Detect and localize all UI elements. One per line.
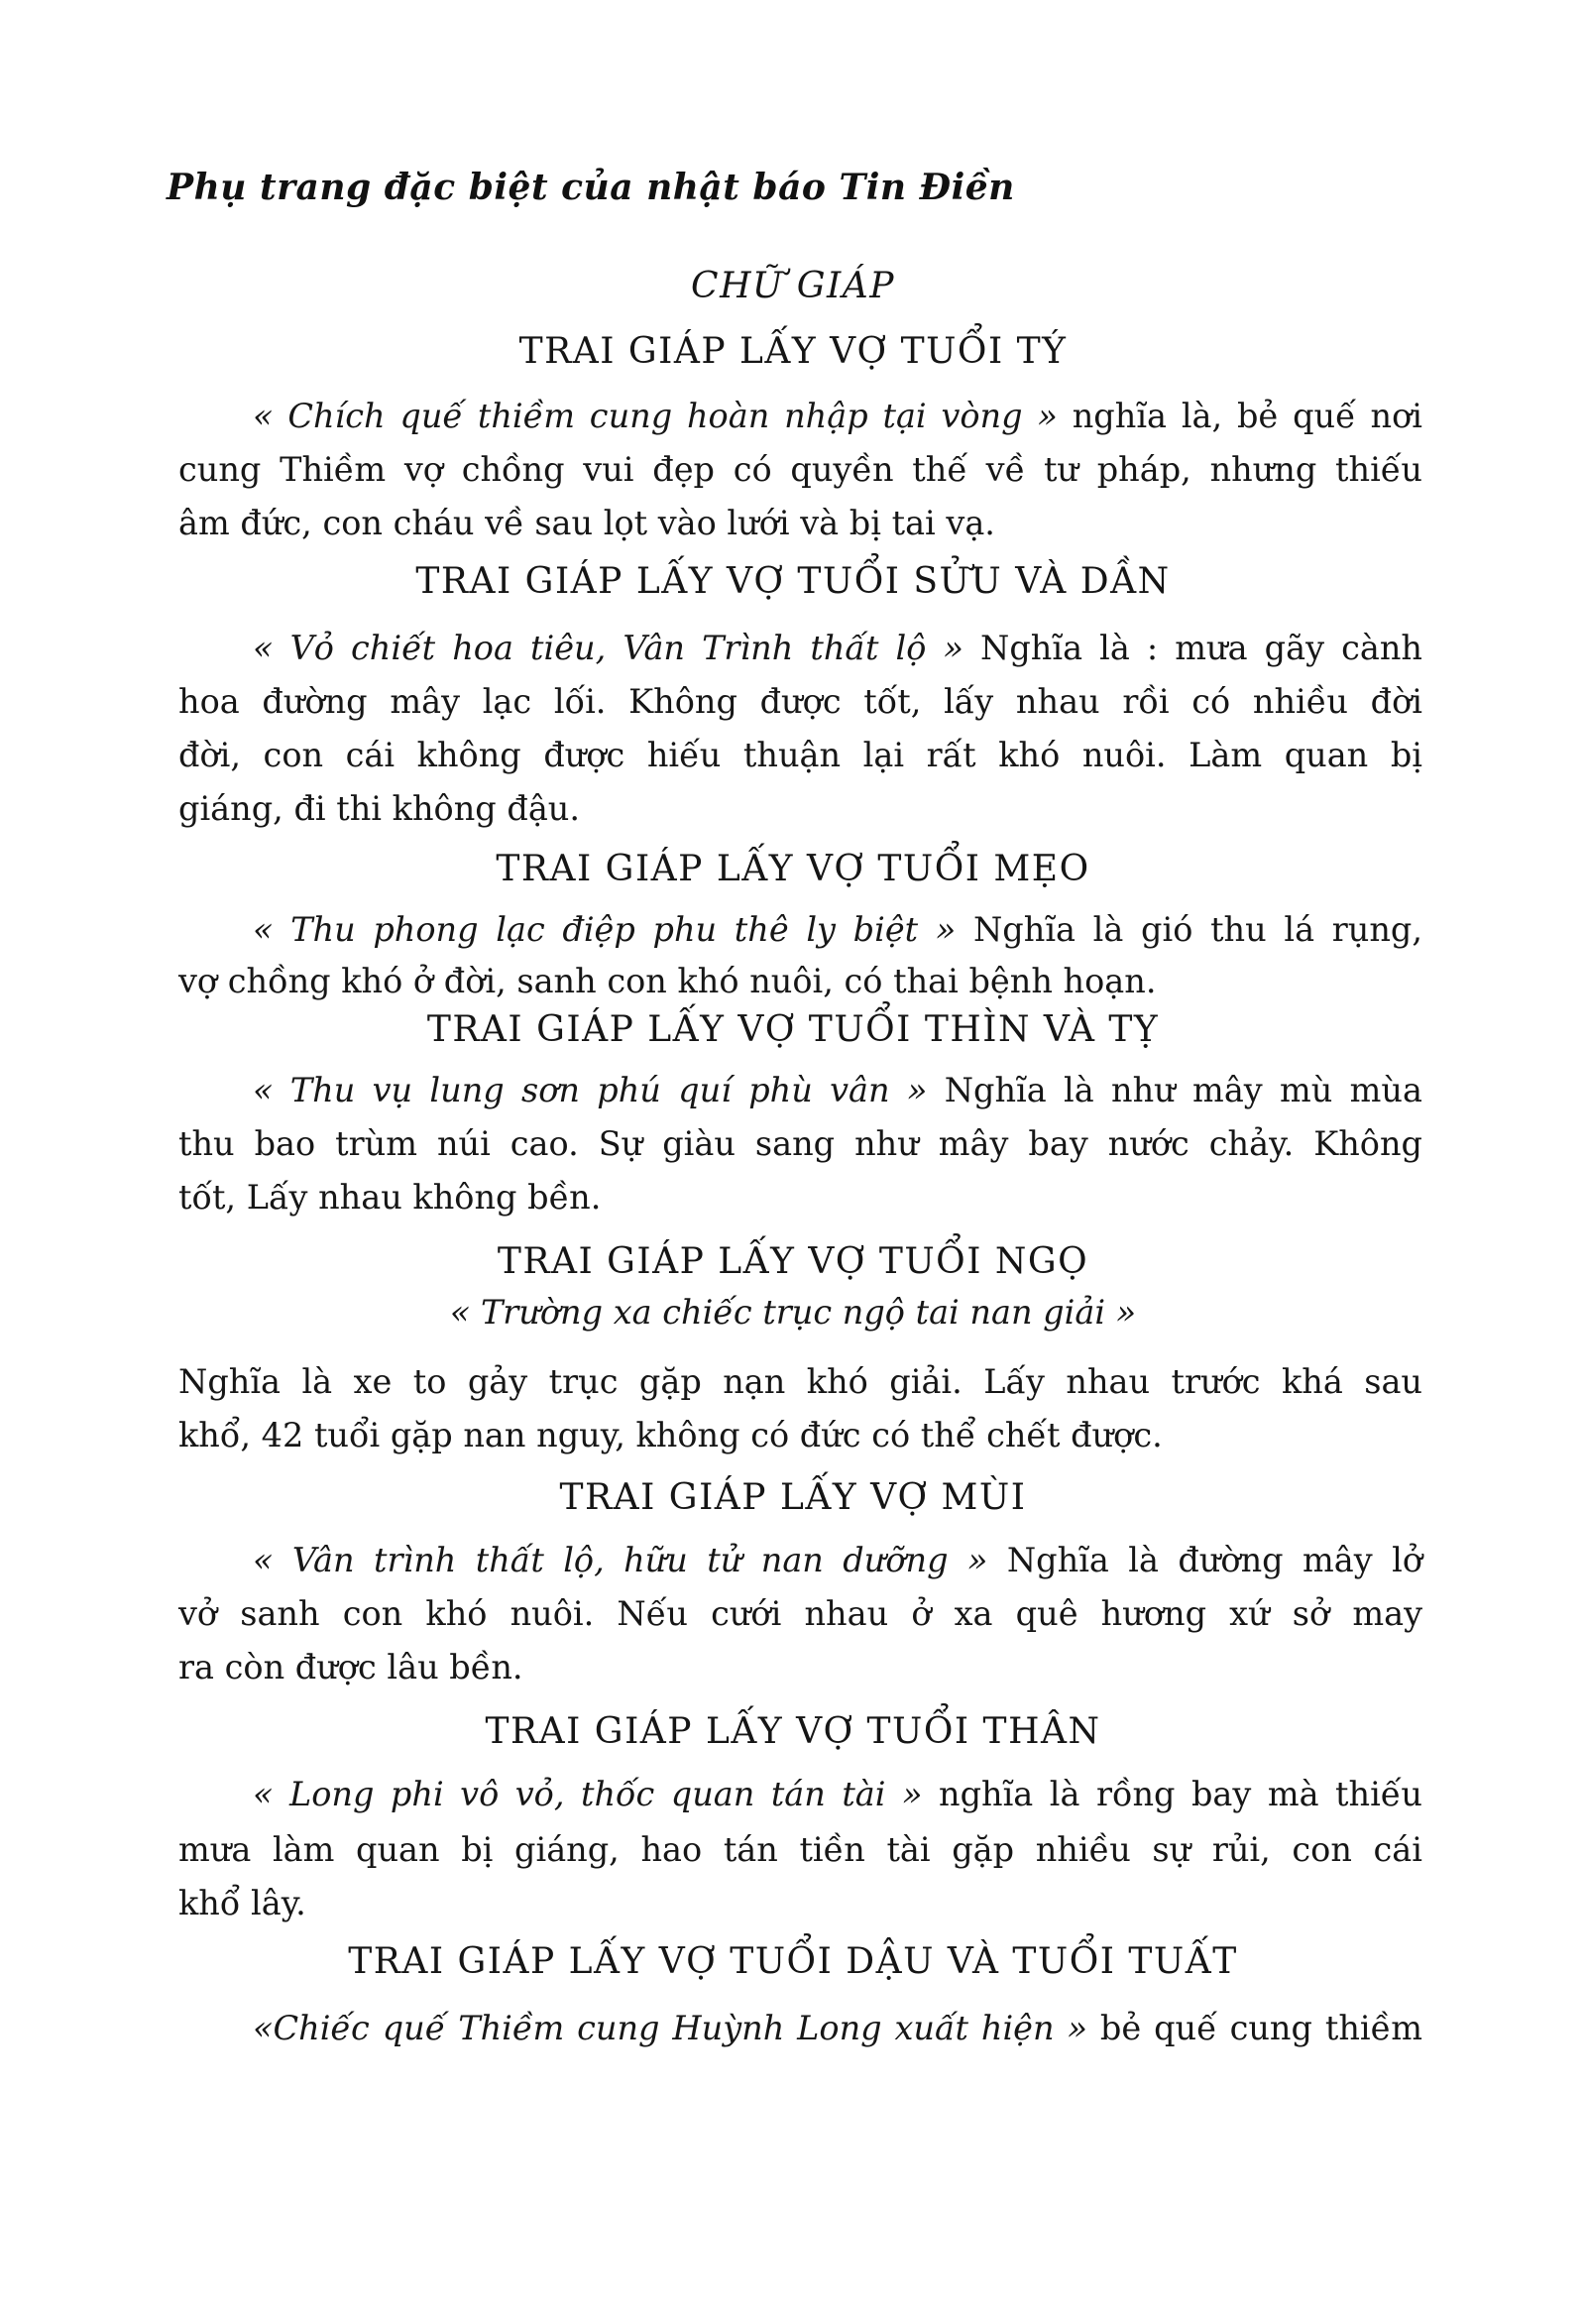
section-line: giáng, đi thi không đậu.	[178, 789, 581, 828]
section-title-meo: TRAI GIÁP LẤY VỢ TUỔI MẸO	[496, 849, 1090, 889]
section-line: âm đức, con cháu về sau lọt vào lưới và bị tai vạ.	[178, 504, 995, 542]
section-line	[253, 910, 1422, 950]
section-line: ra còn được lâu bền.	[178, 1648, 523, 1686]
line-text: nghĩa là rồng bay mà thiếu	[922, 1775, 1422, 1813]
proverb-quote: « Thu phong lạc điệp phu thê ly biệt »	[253, 910, 957, 949]
section-line	[253, 2009, 1422, 2048]
section-title-suu-dan: TRAI GIÁP LẤY VỢ TUỔI SỬU VÀ DẦN	[415, 561, 1171, 602]
section-line: mưa làm quan bị giáng, hao tán tiền tài gặp nhiều sự rủi, con cái	[178, 1830, 1422, 1869]
proverb-quote: « Trường xa chiếc trục ngộ tai nan giải »	[449, 1293, 1137, 1332]
section-title-mui: TRAI GIÁP LẤY VỢ MÙI	[559, 1477, 1027, 1518]
proverb-quote: «Chiếc quế Thiềm cung Huỳnh Long xuất hiện »	[253, 2009, 1087, 2047]
section-line	[253, 1071, 1422, 1110]
section-line	[253, 629, 1422, 668]
proverb-quote: « Vân trình thất lộ, hữu tử nan dưỡng »	[253, 1541, 988, 1579]
section-line: thu bao trùm núi cao. Sự giàu sang như mây bay nước chảy. Không	[178, 1124, 1422, 1163]
section-title-thin-ty: TRAI GIÁP LẤY VỢ TUỔI THÌN VÀ TỴ	[426, 1009, 1160, 1050]
line-text: bẻ quế cung thiềm	[1086, 2009, 1422, 2047]
section-line: Nghĩa là xe to gảy trục gặp nạn khó giải. Lấy nhau trước khá sau	[178, 1362, 1422, 1401]
section-line: tốt, Lấy nhau không bền.	[178, 1178, 602, 1217]
section-title-ngo: TRAI GIÁP LẤY VỢ TUỔI NGỌ	[497, 1241, 1089, 1282]
section-line	[253, 1541, 1422, 1580]
section-line: đời, con cái không được hiếu thuận lại rất khó nuôi. Làm quan bị	[178, 736, 1422, 774]
proverb-quote: « Thu vụ lung sơn phú quí phù vân »	[253, 1071, 928, 1109]
main-title: CHỮ GIÁP	[691, 266, 895, 306]
section-line: cung Thiềm vợ chồng vui đẹp có quyền thế về tư pháp, nhưng thiếu	[178, 450, 1422, 489]
proverb-quote: « Vỏ chiết hoa tiêu, Vân Trình thất lộ »	[253, 629, 963, 667]
section-title-ty: TRAI GIÁP LẤY VỢ TUỔI TÝ	[518, 331, 1068, 372]
line-text: Nghĩa là đường mây lở	[987, 1541, 1422, 1579]
section-line: khổ, 42 tuổi gặp nan nguy, không có đức có thể chết được.	[178, 1416, 1163, 1454]
line-text: Nghĩa là như mây mù mùa	[927, 1071, 1422, 1109]
section-line	[253, 1775, 1422, 1814]
section-line: khổ lây.	[178, 1884, 306, 1922]
section-title-than: TRAI GIÁP LẤY VỢ TUỔI THÂN	[485, 1711, 1101, 1752]
line-text: Nghĩa là : mưa gãy cành	[963, 629, 1422, 667]
section-line: vở sanh con khó nuôi. Nếu cưới nhau ở xa quê hương xứ sở may	[178, 1594, 1422, 1633]
section-line: vợ chồng khó ở đời, sanh con khó nuôi, có thai bệnh hoạn.	[178, 962, 1157, 1000]
section-line	[0, 1293, 1586, 1333]
page-header: Phụ trang đặc biệt của nhật báo Tin Điền	[167, 167, 1015, 208]
proverb-quote: « Chích quế thiềm cung hoàn nhập tại vòng »	[253, 397, 1058, 435]
line-text: Nghĩa là gió thu lá rụng,	[956, 910, 1422, 949]
section-line	[253, 397, 1422, 436]
section-title-dau-tuat: TRAI GIÁP LẤY VỢ TUỔI DẬU VÀ TUỔI TUẤT	[348, 1941, 1238, 1982]
line-text: nghĩa là, bẻ quế nơi	[1057, 397, 1422, 435]
section-line: hoa đường mây lạc lối. Không được tốt, lấy nhau rồi có nhiều đời	[178, 682, 1422, 721]
proverb-quote: « Long phi vô vỏ, thốc quan tán tài »	[253, 1775, 923, 1813]
